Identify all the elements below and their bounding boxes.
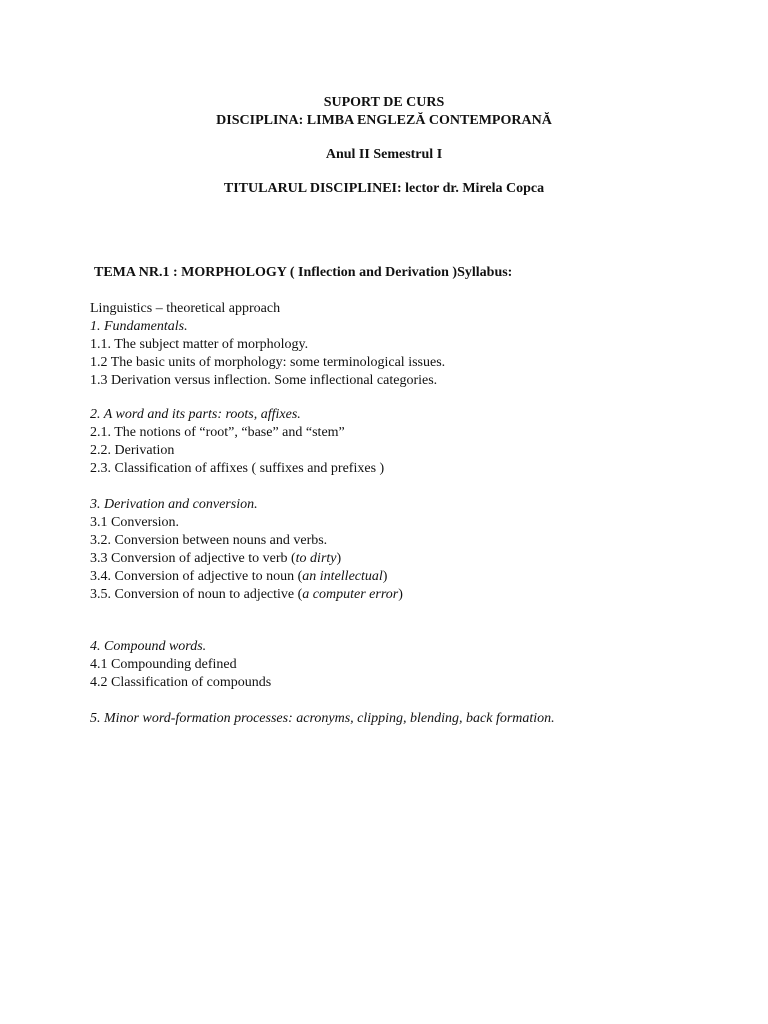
course-holder: TITULARUL DISCIPLINEI: lector dr. Mirela Copca xyxy=(223,181,545,196)
tema-heading xyxy=(94,264,512,282)
section-4-item: 4.2 Classification of compounds xyxy=(90,675,272,690)
section-2-item: 2.3. Classification of affixes ( suffixes and prefixes ) xyxy=(90,461,385,476)
tema-prefix: TEMA NR.1 : xyxy=(94,265,182,280)
section-1-item: 1.1. The subject matter of morphology. xyxy=(90,337,309,352)
section-5-title: 5. Minor word-formation processes: acronyms, clipping, blending, back formation. xyxy=(90,711,555,726)
section-3-item-text: 3.1 Conversion. xyxy=(90,515,180,530)
section-3-item xyxy=(90,532,327,550)
section-3-item-example: an intellectual xyxy=(302,569,383,584)
section-2-item: 2.1. The notions of “root”, “base” and “stem” xyxy=(90,425,345,440)
section-3-item-text: 3.4. Conversion of adjective to noun ( xyxy=(90,569,303,584)
section-2-title: 2. A word and its parts: roots, affixes. xyxy=(90,407,301,422)
header-line-1: SUPORT DE CURS xyxy=(323,95,445,110)
section-3-item-text: 3.5. Conversion of noun to adjective ( xyxy=(90,587,303,602)
section-3-item xyxy=(90,568,387,586)
tema-title: MORPHOLOGY ( Inflection and Derivation )Syllabus: xyxy=(181,265,513,280)
intro-line: Linguistics – theoretical approach xyxy=(90,301,281,316)
section-1-title: 1. Fundamentals. xyxy=(90,319,188,334)
section-2-item: 2.2. Derivation xyxy=(90,443,175,458)
section-3-item-example: a computer error xyxy=(302,587,399,602)
year-semester: Anul II Semestrul I xyxy=(325,147,443,162)
section-1-item: 1.3 Derivation versus inflection. Some inflectional categories. xyxy=(90,373,438,388)
section-3-item-suffix: ) xyxy=(382,569,388,584)
section-3-title: 3. Derivation and conversion. xyxy=(90,497,258,512)
header-line-2: DISCIPLINA: LIMBA ENGLEZĂ CONTEMPORANĂ xyxy=(216,113,552,128)
section-3-item-text: 3.2. Conversion between nouns and verbs. xyxy=(90,533,328,548)
section-3-item xyxy=(90,586,403,604)
section-3-item-example: to dirty xyxy=(295,551,337,566)
section-3-item xyxy=(90,550,341,568)
section-1-item: 1.2 The basic units of morphology: some terminological issues. xyxy=(90,355,446,370)
section-3-item xyxy=(90,514,179,532)
section-4-title: 4. Compound words. xyxy=(90,639,207,654)
section-3-item-suffix: ) xyxy=(398,587,403,602)
section-3-item-text: 3.3 Conversion of adjective to verb ( xyxy=(90,551,296,566)
section-4-item: 4.1 Compounding defined xyxy=(90,657,237,672)
section-3-item-suffix: ) xyxy=(336,551,342,566)
